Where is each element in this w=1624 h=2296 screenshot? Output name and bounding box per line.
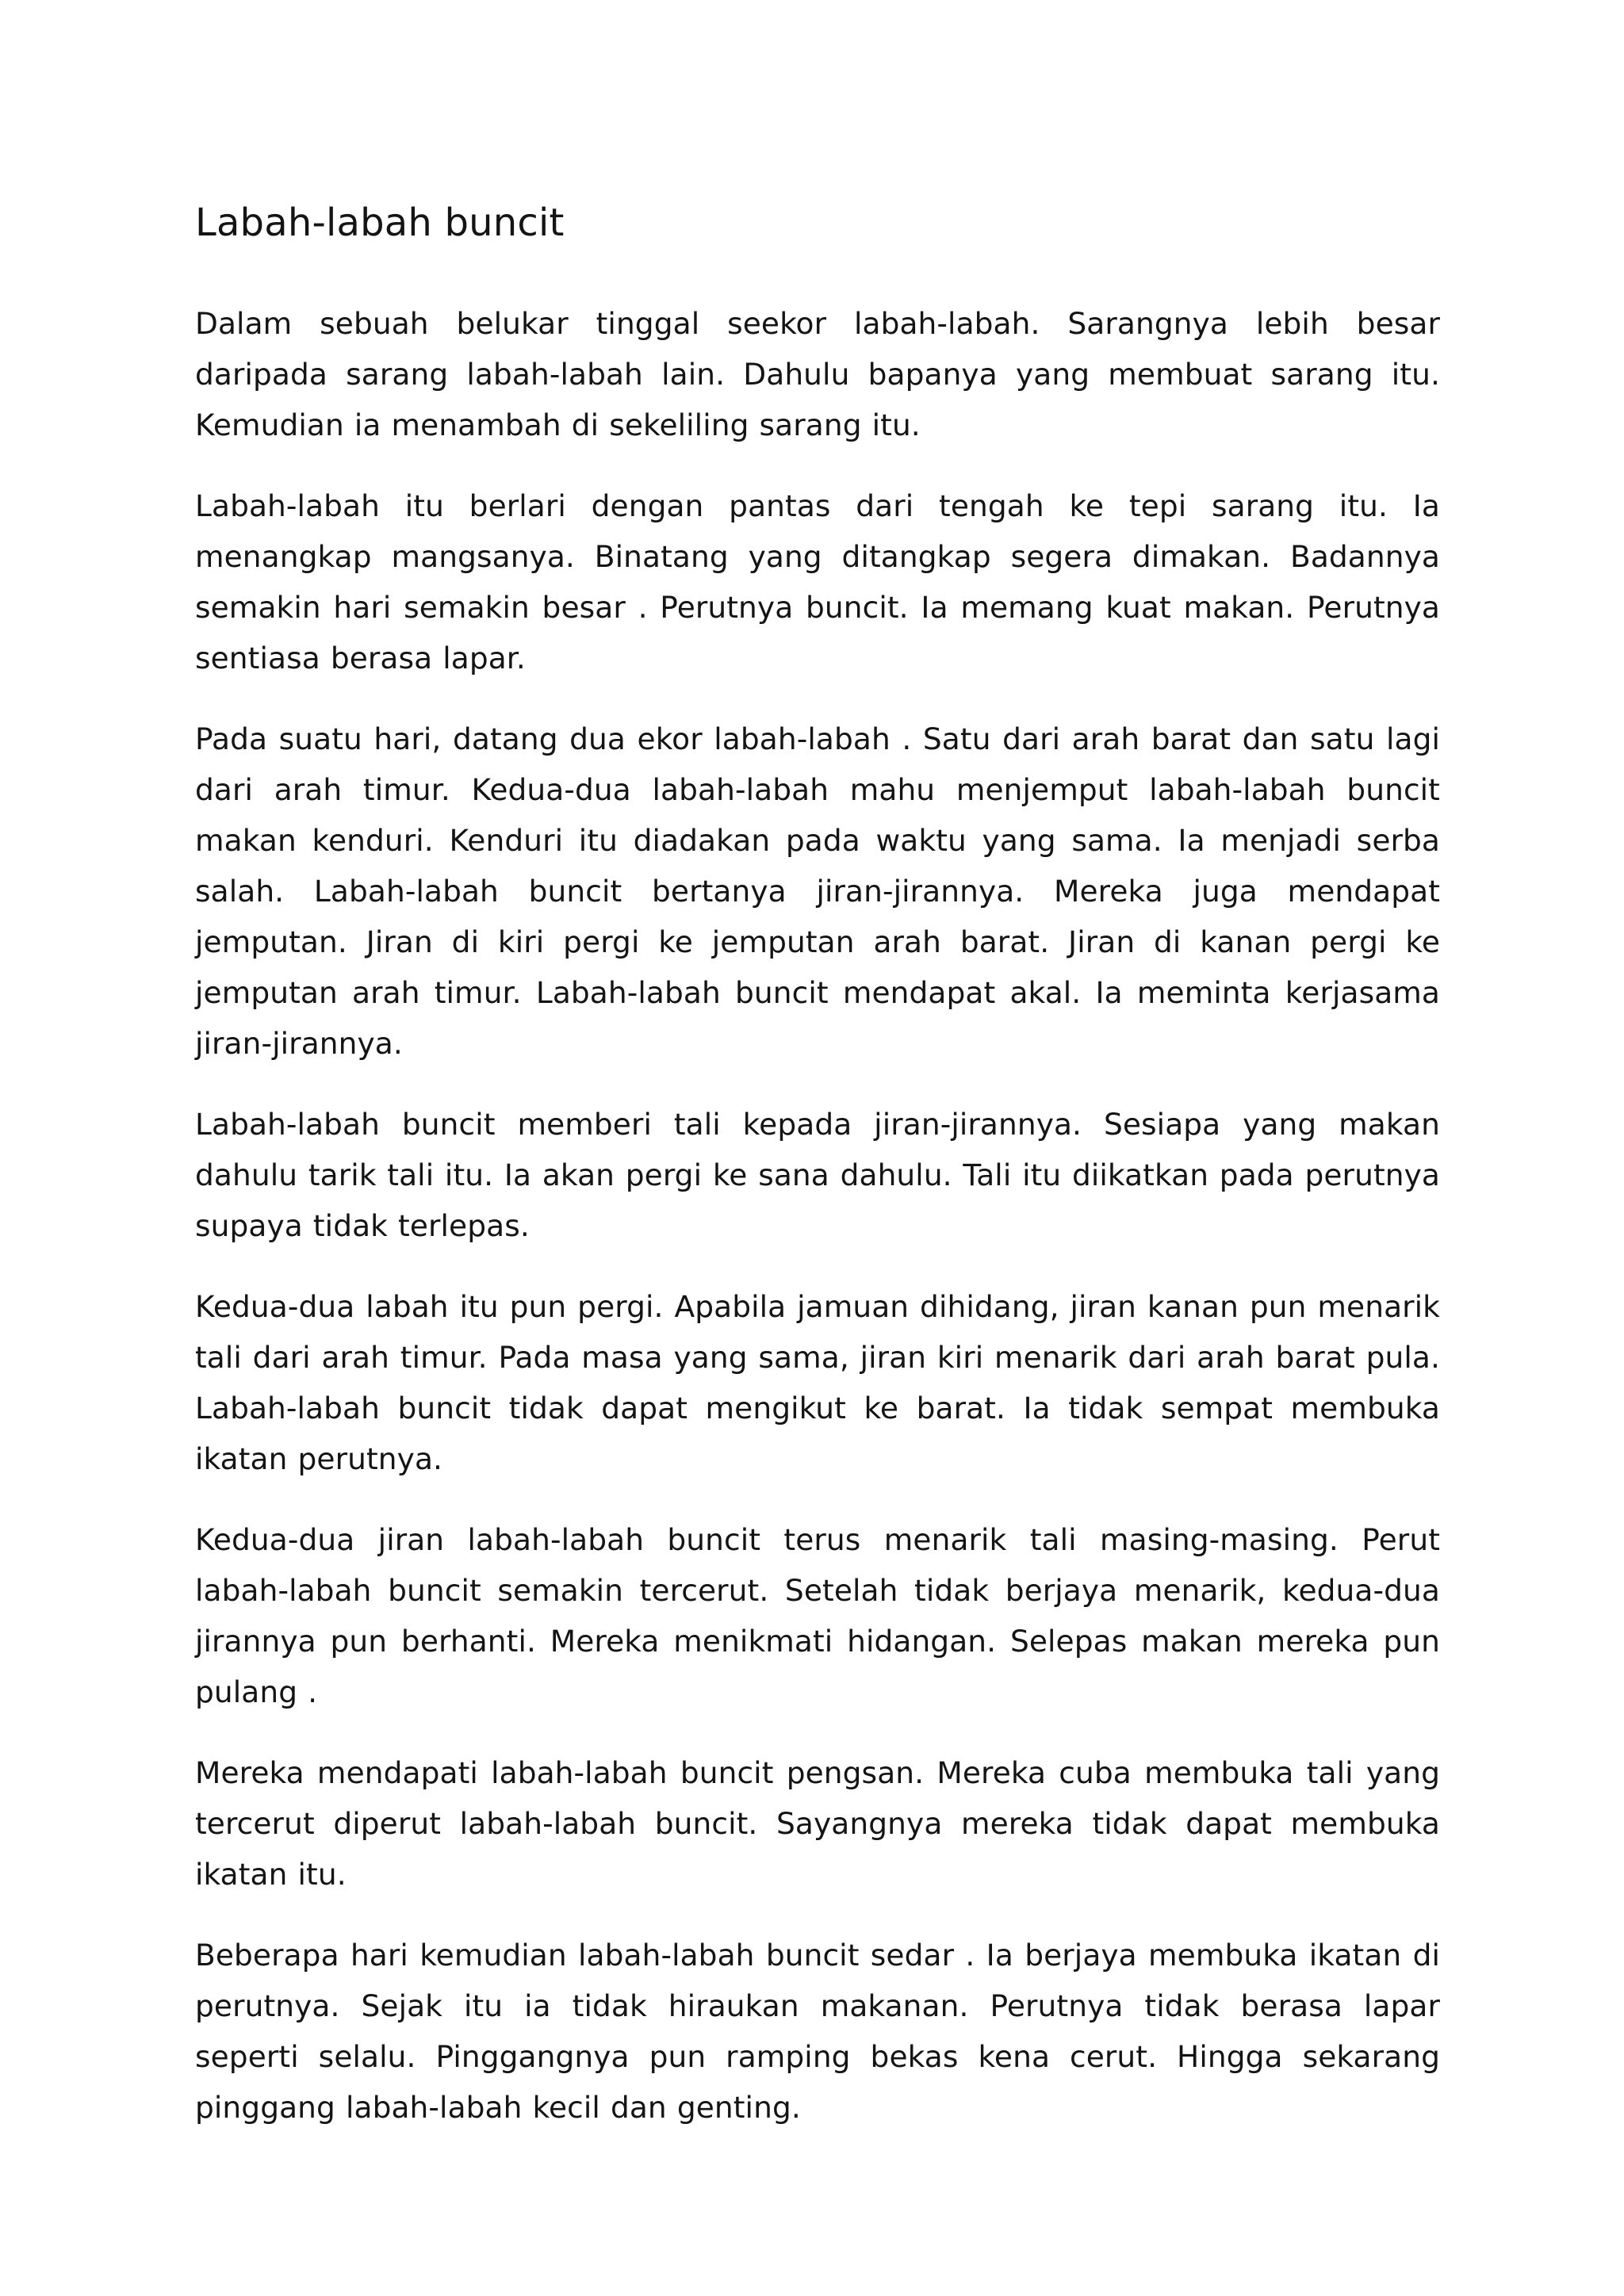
paragraph-4: Labah-labah buncit memberi tali kepada jiran-jirannya. Sesiapa yang makan dahulu tarik tali itu. Ia akan pergi ke sana dahulu. Tali itu diikatkan pada perutnya supaya tidak terlepas. bbox=[195, 1107, 1440, 1243]
document-title: Labah-labah buncit bbox=[195, 201, 565, 245]
paragraph-8: Beberapa hari kemudian labah-labah buncit sedar . Ia berjaya membuka ikatan di perutnya. Sejak itu ia tidak hiraukan makanan. Perutnya tidak berasa lapar seperti selalu. Pinggangnya pun ramping bekas kena cerut. Hingga sekarang pinggang labah-labah kecil dan genting. bbox=[195, 1938, 1440, 2125]
paragraph-5: Kedua-dua labah itu pun pergi. Apabila jamuan dihidang, jiran kanan pun menarik tali dari arah timur. Pada masa yang sama, jiran kiri menarik dari arah barat pula. Labah-labah buncit tidak dapat mengikut ke barat. Ia tidak sempat membuka ikatan perutnya. bbox=[195, 1289, 1440, 1476]
paragraph-3: Pada suatu hari, datang dua ekor labah-labah . Satu dari arah barat dan satu lagi dari arah timur. Kedua-dua labah-labah mahu menjemput labah-labah buncit makan kenduri. Kenduri itu diadakan pada waktu yang sama. Ia menjadi serba salah. Labah-labah buncit bertanya jiran-jirannya. Mereka juga mendapat jemputan. Jiran di kiri pergi ke jemputan arah barat. Jiran di kanan pergi ke jemputan arah timur. Labah-labah buncit mendapat akal. Ia meminta kerjasama jiran-jirannya. bbox=[195, 721, 1440, 1061]
paragraph-1: Dalam sebuah belukar tinggal seekor labah-labah. Sarangnya lebih besar daripada sarang labah-labah lain. Dahulu bapanya yang membuat sarang itu. Kemudian ia menambah di sekeliling sarang itu. bbox=[195, 306, 1440, 442]
paragraph-2: Labah-labah itu berlari dengan pantas dari tengah ke tepi sarang itu. Ia menangkap mangsanya. Binatang yang ditangkap segera dimakan. Badannya semakin hari semakin besar . Perutnya buncit. Ia memang kuat makan. Perutnya sentiasa berasa lapar. bbox=[195, 488, 1440, 675]
document-body bbox=[195, 197, 1440, 2163]
paragraph-6: Kedua-dua jiran labah-labah buncit terus menarik tali masing-masing. Perut labah-labah buncit semakin tercerut. Setelah tidak berjaya menarik, kedua-dua jirannya pun berhanti. Mereka menikmati hidangan. Selepas makan mereka pun pulang . bbox=[195, 1522, 1440, 1709]
paragraph-7: Mereka mendapati labah-labah buncit pengsan. Mereka cuba membuka tali yang tercerut diperut labah-labah buncit. Sayangnya mereka tidak dapat membuka ikatan itu. bbox=[195, 1755, 1440, 1892]
